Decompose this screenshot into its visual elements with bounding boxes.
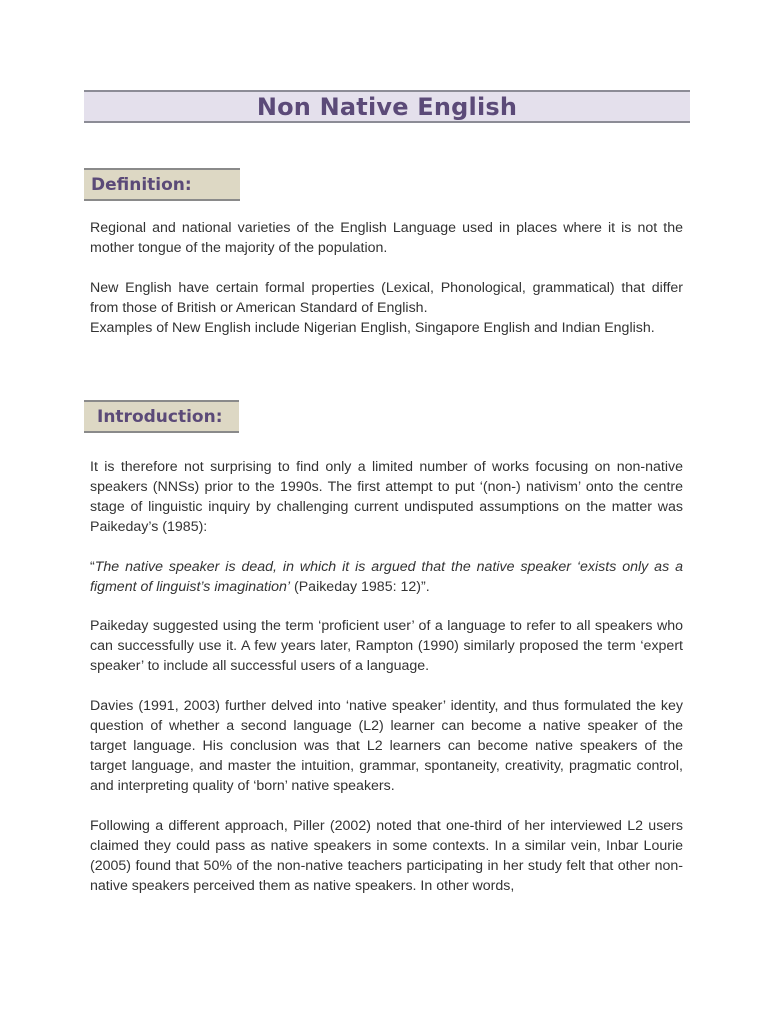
introduction-paragraph-3: Paikeday suggested using the term ‘proficient user’ of a language to refer to all speakers who can successfully use it. A few years later, Rampton (1990) similarly proposed the term ‘expert speaker’ to include all successful users of a language.	[90, 618, 683, 674]
definition-heading: Definition:	[91, 174, 192, 195]
quote-citation: (Paikeday 1985: 12)”.	[290, 579, 430, 595]
quote-text: The native speaker is dead, in which it is argued that the native speaker ‘exists only as a figment of linguist’s imagination’	[90, 559, 683, 595]
introduction-paragraph-4: Davies (1991, 2003) further delved into ‘native speaker’ identity, and thus formulated the key question of whether a second language (L2) learner can become a native speaker of the target language. His conclusion was that L2 learners can become native speakers of the target language, and master the intuition, grammar, spontaneity, creativity, pragmatic control, and interpreting quality of ‘born’ native speakers.	[90, 698, 683, 794]
title-banner	[84, 90, 690, 123]
quote-open-mark: “	[90, 559, 95, 575]
definition-paragraph-1: Regional and national varieties of the English Language used in places where it is not the mother tongue of the majority of the population.	[90, 220, 683, 256]
definition-paragraph-3: Examples of New English include Nigerian English, Singapore English and Indian English.	[90, 320, 655, 336]
introduction-paragraph-1: It is therefore not surprising to find only a limited number of works focusing on non-native speakers (NNSs) prior to the 1990s. The first attempt to put ‘(non-) nativism’ onto the centre stage of linguistic inquiry by challenging current undisputed assumptions on the matter was Paikeday’s (1985):	[90, 459, 683, 535]
definition-paragraph-2: New English have certain formal properties (Lexical, Phonological, grammatical) that differ from those of British or American Standard of English.	[90, 280, 683, 316]
introduction-heading: Introduction:	[97, 406, 223, 427]
quote-paragraph	[90, 557, 683, 597]
document-title: Non Native English	[256, 92, 518, 121]
introduction-heading-box	[84, 400, 239, 433]
introduction-paragraph-5: Following a different approach, Piller (2002) noted that one-third of her interviewed L2 users claimed they could pass as native speakers in some contexts. In a similar vein, Inbar Lourie (2005) found that 50% of the non-native teachers participating in her study felt that other non-native speakers perceived them as native speakers. In other words,	[90, 818, 683, 894]
definition-heading-box	[84, 168, 240, 201]
